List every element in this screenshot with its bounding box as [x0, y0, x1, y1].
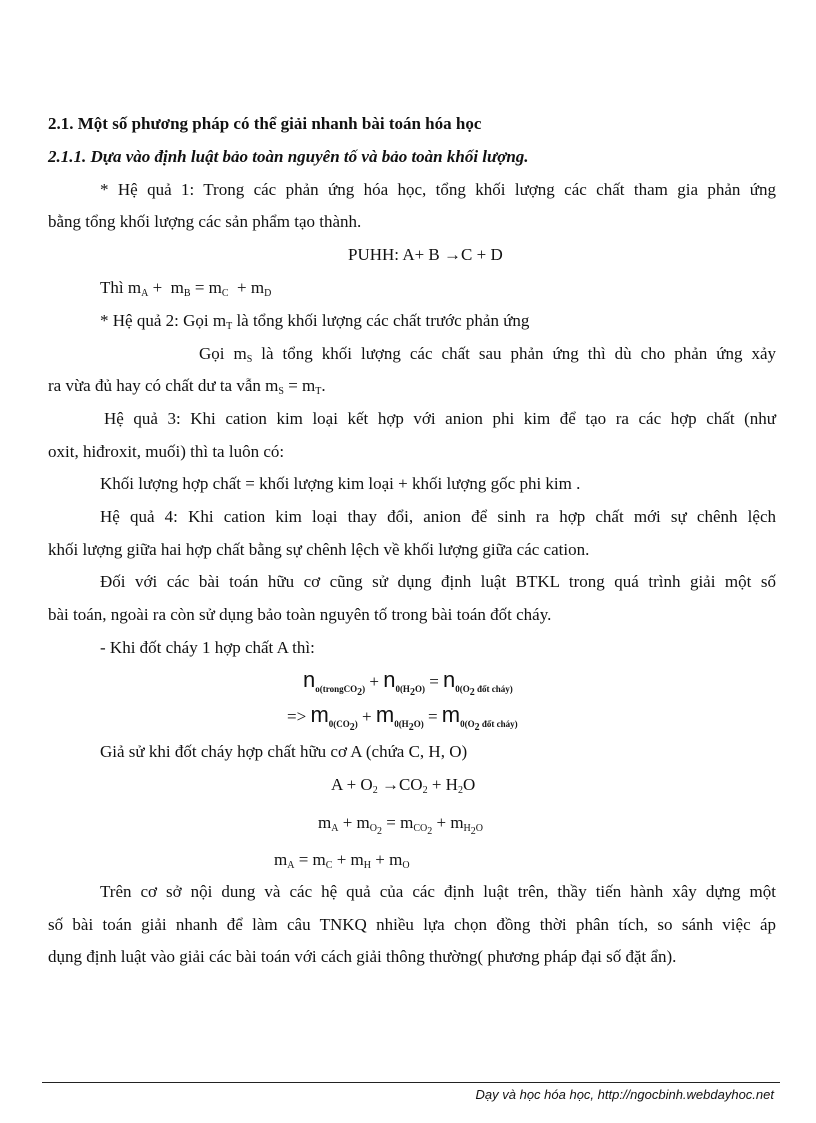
corollary-4-line-1: Hệ quả 4: Khi cation kim loại thay đổi, anion để sinh ra hợp chất mới sự chênh lệch	[100, 507, 776, 526]
footer-text: Dạy và học hóa học, http://ngocbinh.webdayhoc.net	[475, 1087, 774, 1102]
element-mass-equation: $m_A = m_C + m_H + m_O$	[274, 850, 410, 871]
oxygen-mass-balance: => $m_{0(CO_2)} + m_{0(H_2O)} = m_{0(O_2 đốt cháy)}$	[287, 702, 518, 733]
corollary-2-line-2: Gọi $m_S$ là tổng khối lượng các chất sau phản ứng thì dù cho phản ứng xảy	[199, 344, 776, 365]
corollary-1-line-2: bằng tổng khối lượng các sản phẩm tạo thành.	[48, 212, 362, 231]
section-title: 2.1. Một số phương pháp có thể giải nhanh bài toán hóa học	[48, 114, 482, 133]
corollary-2-line-3: ra vừa đủ hay có chất dư ta vẫn $m_S = m_T$.	[48, 376, 326, 397]
conclusion-line-3: dụng định luật vào giải các bài toán với cách giải thông thường( phương pháp đại số đặt ẩn).	[48, 947, 677, 966]
combustion-equation: $A + O_2 \to CO_2 + H_2O$	[331, 775, 476, 796]
footer-divider	[42, 1082, 780, 1083]
assume-line: Giả sử khi đốt cháy hợp chất hữu cơ A (chứa C, H, O)	[100, 742, 468, 761]
reaction-label: PUHH: A+ B →C + D	[348, 245, 503, 264]
oxygen-mole-balance: $n_{o(trongCO_2)} + n_{0(H_2O)} = n_{0(O_2 đốt cháy)}$	[303, 667, 513, 698]
subsection-title: 2.1.1. Dựa vào định luật bảo toàn nguyên tố và bảo toàn khối lượng.	[48, 147, 529, 166]
combustion-intro: - Khi đốt cháy 1 hợp chất A thì:	[100, 638, 315, 657]
corollary-1-line-1: * Hệ quả 1: Trong các phản ứng hóa học, tổng khối lượng các chất tham gia phản ứng	[100, 180, 776, 199]
corollary-3-line-3: Khối lượng hợp chất = khối lượng kim loại + khối lượng gốc phi kim .	[100, 474, 581, 493]
mass-equation: Thì $m_A + m_B = m_C + m_D$	[100, 278, 272, 299]
corollary-3-line-1: Hệ quả 3: Khi cation kim loại kết hợp với anion phi kim để tạo ra các hợp chất (như	[104, 409, 776, 428]
organic-line-2: bài toán, ngoài ra còn sử dụng bảo toàn nguyên tố trong bài toán đốt cháy.	[48, 605, 552, 624]
corollary-2-line-1: * Hệ quả 2: Gọi $m_T$ là tổng khối lượng các chất trước phản ứng	[100, 311, 530, 332]
organic-line-1: Đối với các bài toán hữu cơ cũng sử dụng định luật BTKL trong quá trình giải một số	[100, 572, 776, 591]
corollary-3-line-2: oxit, hiđroxit, muối) thì ta luôn có:	[48, 442, 285, 461]
combustion-mass-equation: $m_A + m_{O_2} = m_{CO_2} + m_{H_2O}$	[318, 813, 484, 837]
conclusion-line-2: số bài toán giải nhanh để làm câu TNKQ nhiều lựa chọn đồng thời phân tích, so sánh việc áp	[48, 915, 776, 934]
corollary-4-line-2: khối lượng giữa hai hợp chất bằng sự chênh lệch về khối lượng giữa các cation.	[48, 540, 590, 559]
conclusion-line-1: Trên cơ sở nội dung và các hệ quả của các định luật trên, thầy tiến hành xây dựng một	[100, 882, 776, 901]
